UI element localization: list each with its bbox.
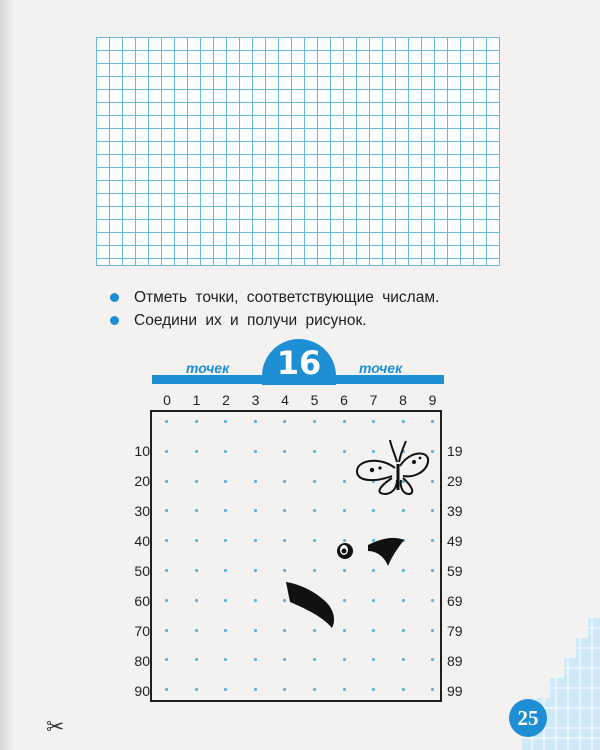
column-label: 4 bbox=[281, 392, 289, 408]
row-label-right: 89 bbox=[447, 653, 463, 669]
row-label-left: 20 bbox=[134, 473, 150, 489]
row-label-right: 49 bbox=[447, 533, 463, 549]
column-label: 2 bbox=[222, 392, 230, 408]
row-label-left: 50 bbox=[134, 563, 150, 579]
scissors-icon: ✂ bbox=[46, 714, 65, 739]
column-label: 8 bbox=[399, 392, 407, 408]
row-label-left: 70 bbox=[134, 623, 150, 639]
column-label: 6 bbox=[340, 392, 348, 408]
row-label-left: 30 bbox=[134, 503, 150, 519]
row-label-right: 59 bbox=[447, 563, 463, 579]
eye-shape bbox=[337, 543, 353, 559]
row-label-right: 19 bbox=[447, 443, 463, 459]
instruction-text: Соедини их и получи рисунок. bbox=[134, 312, 367, 329]
row-label-right: 99 bbox=[447, 683, 463, 699]
title-word-left: точек bbox=[186, 360, 230, 376]
puzzle-number: 16 bbox=[276, 344, 322, 382]
column-label: 0 bbox=[163, 392, 171, 408]
row-label-left: 90 bbox=[134, 683, 150, 699]
column-label: 5 bbox=[310, 392, 319, 408]
row-label-right: 69 bbox=[447, 593, 463, 609]
row-label-left: 10 bbox=[134, 443, 150, 459]
row-label-right: 79 bbox=[447, 623, 463, 639]
fin-shape bbox=[368, 538, 404, 566]
page-number-badge: 25 bbox=[509, 699, 547, 737]
butterfly-icon bbox=[357, 440, 428, 494]
instruction-text: Отметь точки, соответствующие числам. bbox=[134, 289, 440, 306]
row-label-right: 39 bbox=[447, 503, 463, 519]
row-label-left: 60 bbox=[134, 593, 150, 609]
row-label-left: 80 bbox=[134, 653, 150, 669]
column-label: 7 bbox=[369, 392, 378, 408]
tail-shape bbox=[286, 582, 334, 628]
row-label-left: 40 bbox=[134, 533, 150, 549]
title-word-right: точек bbox=[359, 360, 403, 376]
row-label-right: 29 bbox=[447, 473, 463, 489]
column-label: 1 bbox=[192, 392, 201, 408]
column-label: 3 bbox=[251, 392, 260, 408]
column-label: 9 bbox=[428, 392, 437, 408]
